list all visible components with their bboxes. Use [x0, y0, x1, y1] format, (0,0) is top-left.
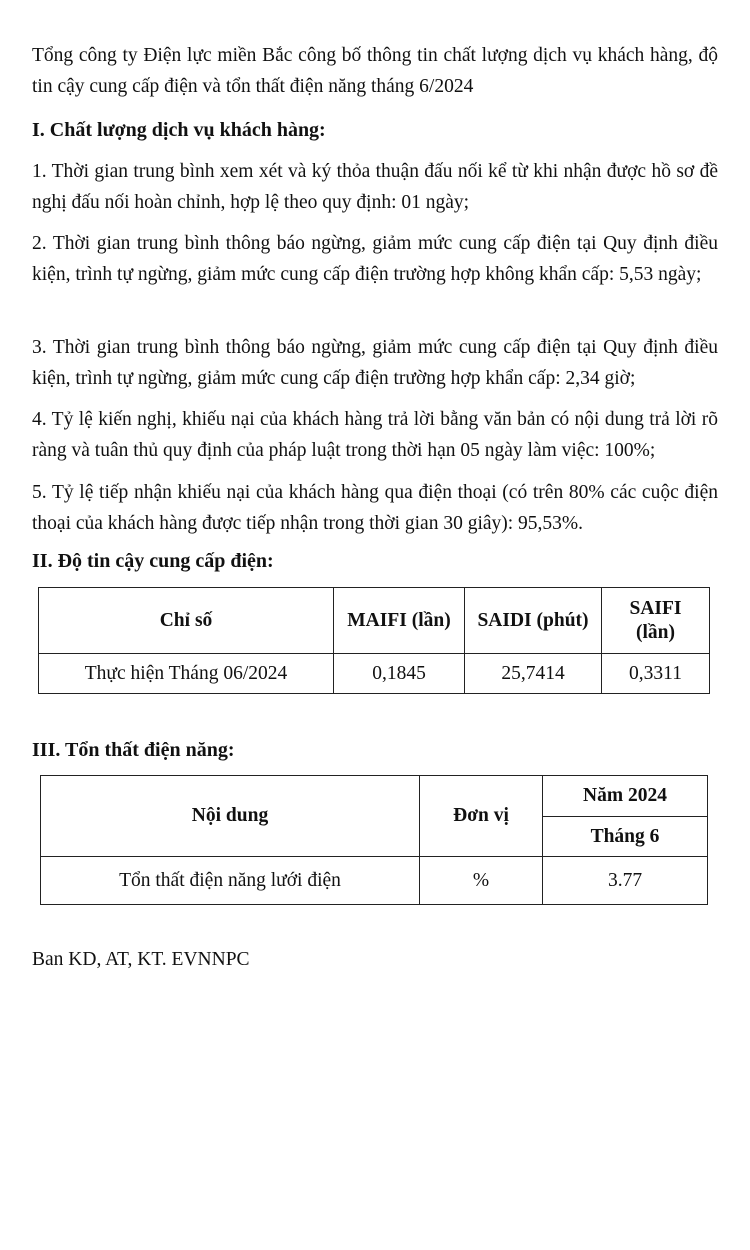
header-chi-so: Chỉ số	[39, 588, 334, 654]
header-saifi	[602, 588, 710, 654]
cell-saidi: 25,7414	[465, 654, 602, 694]
table-row	[39, 654, 710, 694]
header-nam-2024: Năm 2024	[543, 776, 708, 817]
cell-loss-value: 3.77	[543, 857, 708, 905]
cell-period: Thực hiện Tháng 06/2024	[39, 654, 334, 694]
section-2-heading: II. Độ tin cậy cung cấp điện:	[32, 550, 274, 572]
footer-signature: Ban KD, AT, KT. EVNNPC	[32, 949, 250, 970]
header-saifi-label: SAIFI (lần)	[629, 597, 682, 643]
header-thang-6: Tháng 6	[543, 817, 708, 857]
header-don-vi: Đơn vị	[420, 776, 543, 857]
section-1-item-3: 3. Thời gian trung bình thông báo ngừng, giảm mức cung cấp điện tại Quy định điều kiện, trình tự ngừng, giảm mức cung cấp điện trường hợp khẩn cấp: 2,34 giờ;	[32, 337, 718, 389]
cell-loss-unit: %	[420, 857, 543, 905]
reliability-table-header-row	[39, 588, 710, 654]
loss-table	[40, 775, 708, 905]
header-maifi: MAIFI (lần)	[334, 588, 465, 654]
intro-paragraph: Tổng công ty Điện lực miền Bắc công bố thông tin chất lượng dịch vụ khách hàng, độ tin cậy cung cấp điện và tổn thất điện năng tháng 6/2024	[32, 45, 718, 97]
section-1-heading: I. Chất lượng dịch vụ khách hàng:	[32, 119, 326, 141]
header-noi-dung: Nội dung	[41, 776, 420, 857]
section-1-item-1: 1. Thời gian trung bình xem xét và ký thỏa thuận đấu nối kể từ khi nhận được hồ sơ đề nghị đấu nối hoàn chỉnh, hợp lệ theo quy định: 01 ngày;	[32, 161, 718, 213]
cell-loss-content: Tổn thất điện năng lưới điện	[41, 857, 420, 905]
section-1-item-2: 2. Thời gian trung bình thông báo ngừng, giảm mức cung cấp điện tại Quy định điều kiện, trình tự ngừng, giảm mức cung cấp điện trường hợp không khẩn cấp: 5,53 ngày;	[32, 233, 718, 285]
cell-maifi: 0,1845	[334, 654, 465, 694]
reliability-table	[38, 587, 710, 694]
section-1-item-4: 4. Tỷ lệ kiến nghị, khiếu nại của khách hàng trả lời bằng văn bản có nội dung trả lời rõ ràng và tuân thủ quy định của pháp luật trong thời hạn 05 ngày làm việc: 100%;	[32, 409, 718, 461]
cell-saifi: 0,3311	[602, 654, 710, 694]
loss-table-header-row-1	[41, 776, 708, 817]
table-row	[41, 857, 708, 905]
section-1-item-5: 5. Tỷ lệ tiếp nhận khiếu nại của khách hàng qua điện thoại (có trên 80% các cuộc điện thoại của khách hàng được tiếp nhận trong thời gian 30 giây): 95,53%.	[32, 482, 718, 534]
section-3-heading: III. Tổn thất điện năng:	[32, 739, 235, 761]
header-saidi: SAIDI (phút)	[465, 588, 602, 654]
